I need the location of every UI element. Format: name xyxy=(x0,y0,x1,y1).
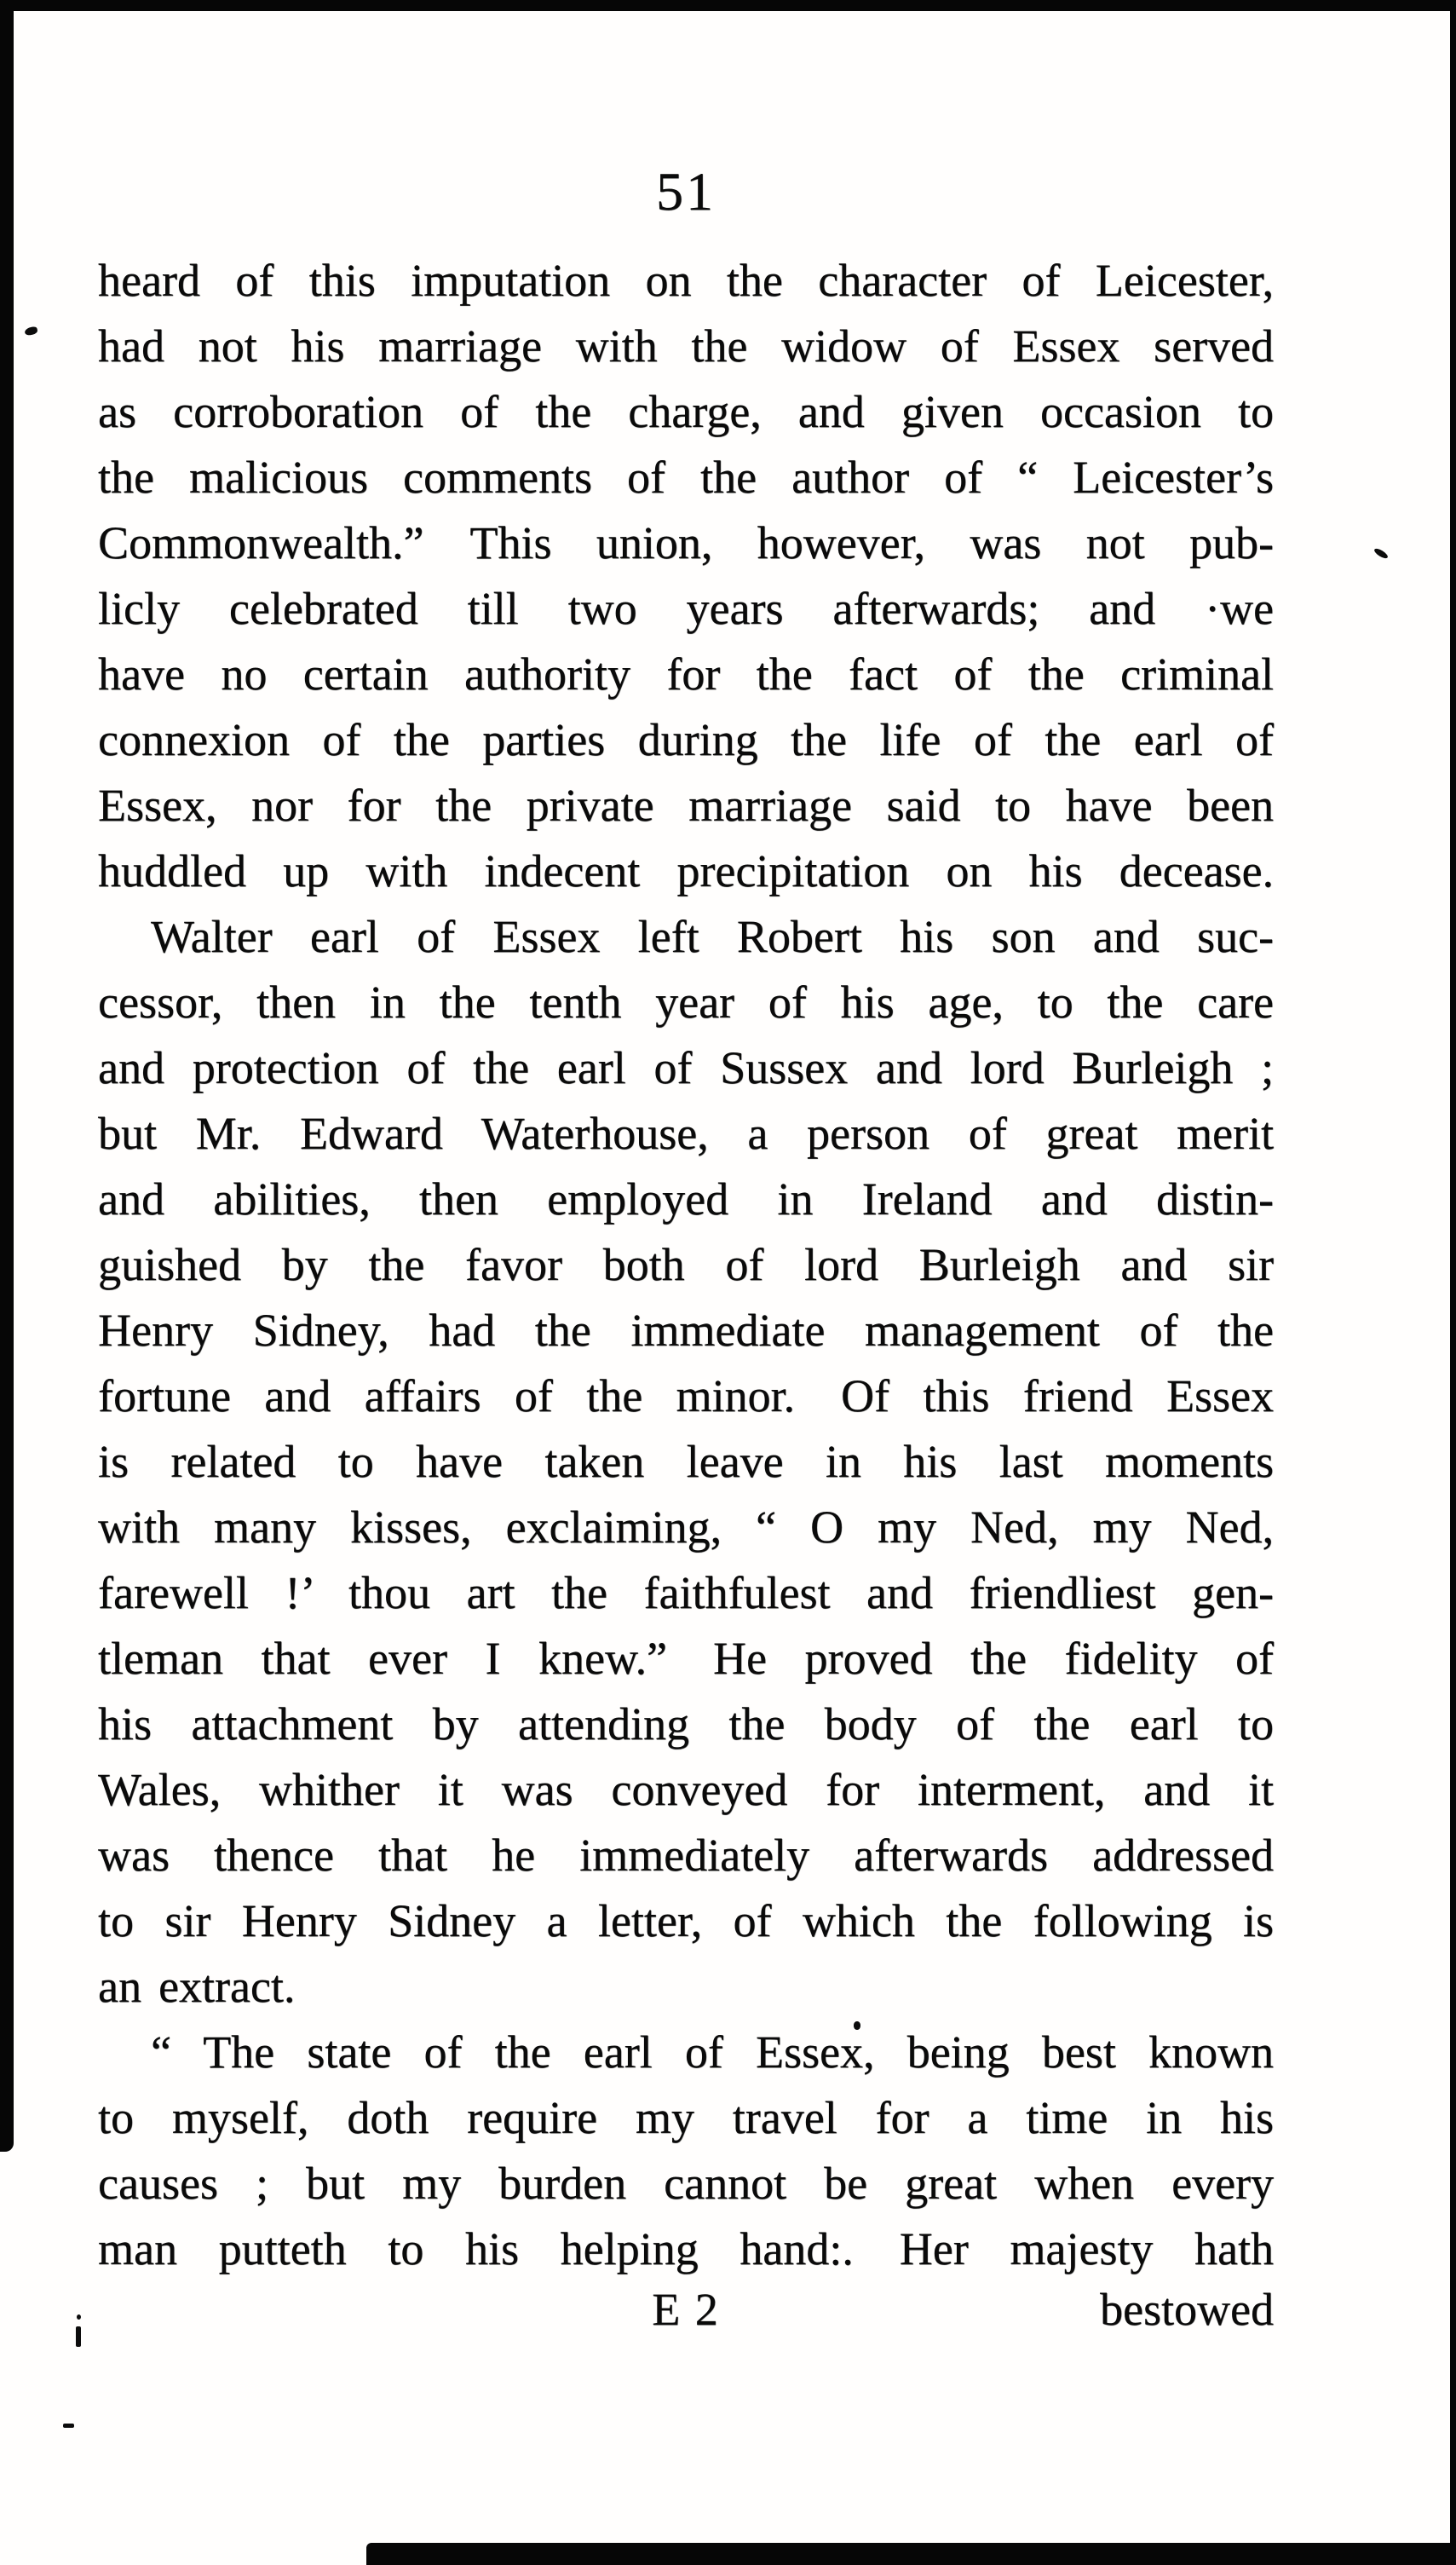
text-line-paragraph-start: “ The state of the earl of Essex, being best known xyxy=(151,2026,1274,2078)
text-line: farewell !’ thou art the faithfulest and friendliest gen- xyxy=(98,1567,1274,1618)
text-line: Henry Sidney, had the immediate management of the xyxy=(98,1305,1274,1356)
text-line: huddled up with indecent precipitation on his decease. xyxy=(98,845,1274,896)
text-line: Wales, whither it was conveyed for interment, and it xyxy=(98,1764,1274,1815)
text-line: cessor, then in the tenth year of his age, to the care xyxy=(98,977,1274,1028)
text-line: the malicious comments of the author of “ Leicester’s xyxy=(98,452,1274,503)
ink-speck xyxy=(1373,547,1390,560)
text-line: to sir Henry Sidney a letter, of which the following is xyxy=(98,1895,1274,1946)
text-line: have no certain authority for the fact of the criminal xyxy=(98,648,1274,700)
text-line: licly celebrated till two years afterwards; and ·we xyxy=(98,583,1274,634)
text-line: and protection of the earl of Sussex and lord Burleigh ; xyxy=(98,1042,1274,1093)
scan-edge-bar-left xyxy=(0,0,14,2152)
text-line: his attachment by attending the body of the earl to xyxy=(98,1698,1274,1749)
text-line: and abilities, then employed in Ireland and distin- xyxy=(98,1173,1274,1225)
text-line: but Mr. Edward Waterhouse, a person of great merit xyxy=(98,1108,1274,1159)
text-line: tleman that ever I knew.” He proved the fidelity of xyxy=(98,1633,1274,1684)
scan-edge-bar-top xyxy=(0,0,1456,11)
text-line: Commonwealth.” This union, however, was not pub- xyxy=(98,517,1274,568)
ink-speck xyxy=(76,2326,81,2347)
text-block xyxy=(98,248,1274,2282)
text-line: fortune and affairs of the minor. Of this friend Essex xyxy=(98,1370,1274,1421)
text-line: man putteth to his helping hand:. Her majesty hath xyxy=(98,2223,1274,2274)
text-line: was thence that he immediately afterwards addressed xyxy=(98,1830,1274,1881)
text-line-paragraph-end: an extract. xyxy=(98,1961,296,2012)
scan-edge-bar-right xyxy=(1450,0,1456,2565)
text-line: as corroboration of the charge, and given occasion to xyxy=(98,386,1274,437)
text-line: is related to have taken leave in his last moments xyxy=(98,1436,1274,1487)
text-line: to myself, doth require my travel for a time in his xyxy=(98,2092,1274,2143)
text-line-paragraph-start: Walter earl of Essex left Robert his son and suc- xyxy=(151,911,1274,962)
text-line: had not his marriage with the widow of Essex served xyxy=(98,320,1274,372)
text-line: heard of this imputation on the character of Leicester, xyxy=(98,255,1274,306)
text-line: with many kisses, exclaiming, “ O my Ned, my Ned, xyxy=(98,1502,1274,1553)
ink-speck xyxy=(63,2424,74,2428)
text-line: causes ; but my burden cannot be great when every xyxy=(98,2158,1274,2209)
catchword: bestowed xyxy=(1100,2284,1274,2335)
text-line: guished by the favor both of lord Burleigh and sir xyxy=(98,1239,1274,1290)
signature-mark: E 2 xyxy=(652,2284,720,2335)
scan-edge-bar-bottom xyxy=(366,2543,1456,2565)
text-line: connexion of the parties during the life of the earl of xyxy=(98,714,1274,765)
page-number: 51 xyxy=(656,161,716,222)
ink-speck xyxy=(24,326,38,337)
text-line: Essex, nor for the private marriage said to have been xyxy=(98,780,1274,831)
ink-speck xyxy=(77,2314,81,2320)
